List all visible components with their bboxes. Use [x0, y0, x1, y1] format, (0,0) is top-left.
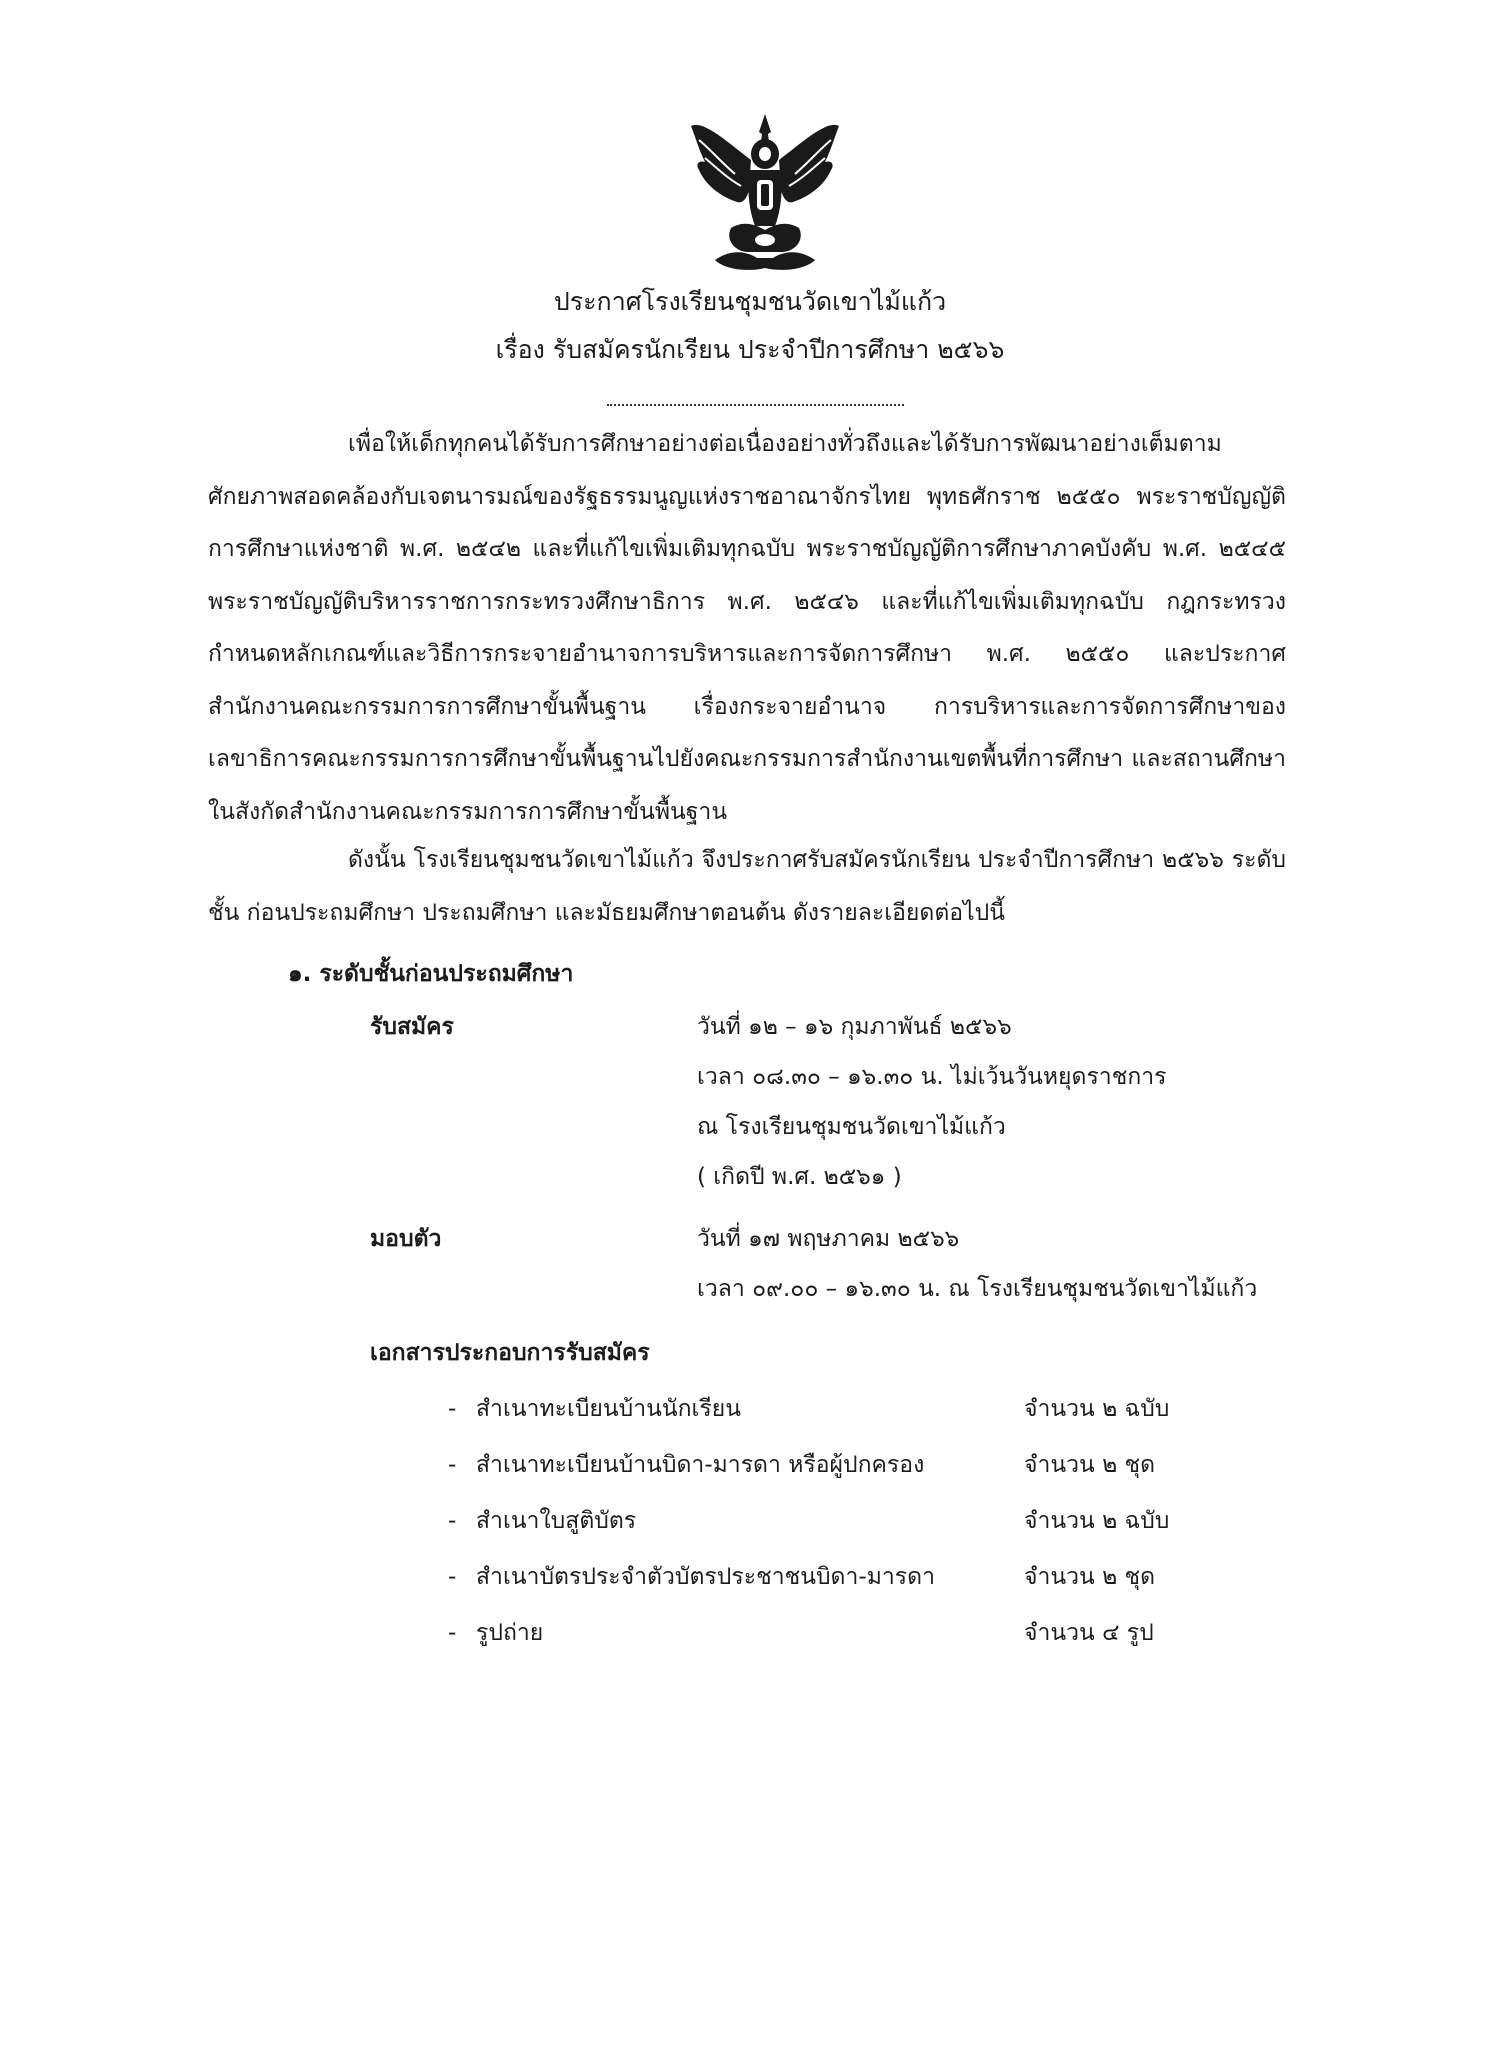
report-date: วันที่ ๑๗ พฤษภาคม ๒๕๖๖	[697, 1226, 960, 1252]
document-name: รูปถ่าย	[476, 1620, 544, 1646]
list-bullet: -	[448, 1620, 457, 1646]
register-birth-year: ( เกิดปี พ.ศ. ๒๕๖๑ )	[697, 1164, 902, 1190]
announcement-subject: เรื่อง รับสมัครนักเรียน ประจำปีการศึกษา ๒๕๖๖	[495, 335, 1005, 364]
report-label: มอบตัว	[370, 1226, 442, 1252]
list-bullet: -	[448, 1452, 457, 1478]
list-item	[0, 1504, 1488, 1544]
paragraph-preamble: เพื่อให้เด็กทุกคนได้รับการศึกษาอย่างต่อเนื่องอย่างทั่วถึงและได้รับการพัฒนาอย่างเต็มตามศักยภาพสอดคล้องกับเจตนารมณ์ของรัฐธรรมนูญแห่งราชอาณาจักรไทย พุทธศักราช ๒๕๕๐ พระราชบัญญัติการศึกษาแห่งชาติ พ.ศ. ๒๕๔๒ และที่แก้ไขเพิ่มเติมทุกฉบับ พระราชบัญญัติการศึกษาภาคบังคับ พ.ศ. ๒๕๔๕ พระราชบัญญัติบริหารราชการกระทรวงศึกษาธิการ พ.ศ. ๒๕๔๖ และที่แก้ไขเพิ่มเติมทุกฉบับ กฎกระทรวงกำหนดหลักเกณฑ์และวิธีการกระจายอำนาจการบริหารและการจัดการศึกษา พ.ศ. ๒๕๕๐ และประกาศสำนักงานคณะกรรมการการศึกษาขั้นพื้นฐาน เรื่องกระจายอำนาจ การบริหารและการจัดการศึกษาของเลขาธิการคณะกรรมการการศึกษาขั้นพื้นฐานไปยังคณะกรรมการสำนักงานเขตพื้นที่การศึกษา และสถานศึกษาในสังกัดสำนักงานคณะกรรมการการศึกษาขั้นพื้นฐาน	[208, 431, 1286, 825]
announcement-title: ประกาศโรงเรียนชุมชนวัดเขาไม้แก้ว	[553, 287, 947, 316]
garuda-emblem-icon	[685, 110, 845, 275]
document-name: สำเนาใบสูติบัตร	[476, 1508, 637, 1534]
register-place: ณ โรงเรียนชุมชนวัดเขาไม้แก้ว	[697, 1114, 1006, 1140]
report-time: เวลา ๐๙.๐๐ – ๑๖.๓๐ น. ณ โรงเรียนชุมชนวัดเขาไม้แก้ว	[697, 1276, 1258, 1302]
document-quantity: จำนวน ๔ รูป	[1024, 1620, 1154, 1646]
document-name: สำเนาทะเบียนบ้านบิดา-มารดา หรือผู้ปกครอง	[476, 1452, 925, 1478]
document-quantity: จำนวน ๒ ฉบับ	[1024, 1508, 1170, 1534]
list-item	[0, 1392, 1488, 1432]
list-item	[0, 1448, 1488, 1488]
list-bullet: -	[448, 1564, 457, 1590]
paragraph-announcement: ดังนั้น โรงเรียนชุมชนวัดเขาไม้แก้ว จึงประกาศรับสมัครนักเรียน ประจำปีการศึกษา ๒๕๖๖ ระดับชั้น ก่อนประถมศึกษา ประถมศึกษา และมัธยมศึกษาตอนต้น ดังรายละเอียดต่อไปนี้	[208, 847, 1286, 926]
document-name: สำเนาบัตรประจำตัวบัตรประชาชนบิดา-มารดา	[476, 1564, 935, 1590]
section-heading: ๑. ระดับชั้นก่อนประถมศึกษา	[288, 961, 574, 987]
document-quantity: จำนวน ๒ ชุด	[1024, 1564, 1156, 1590]
list-item	[0, 1616, 1488, 1656]
register-label: รับสมัคร	[370, 1014, 454, 1040]
document-name: สำเนาทะเบียนบ้านนักเรียน	[476, 1396, 741, 1422]
documents-heading: เอกสารประกอบการรับสมัคร	[370, 1340, 650, 1366]
document-quantity: จำนวน ๒ ฉบับ	[1024, 1396, 1170, 1422]
list-bullet: -	[448, 1396, 457, 1422]
list-bullet: -	[448, 1508, 457, 1534]
document-quantity: จำนวน ๒ ชุด	[1024, 1452, 1156, 1478]
list-item	[0, 1560, 1488, 1600]
register-date: วันที่ ๑๒ – ๑๖ กุมภาพันธ์ ๒๕๖๖	[697, 1014, 1012, 1040]
dotted-divider	[607, 404, 904, 406]
register-time: เวลา ๐๘.๓๐ – ๑๖.๓๐ น. ไม่เว้นวันหยุดราชการ	[697, 1064, 1167, 1090]
